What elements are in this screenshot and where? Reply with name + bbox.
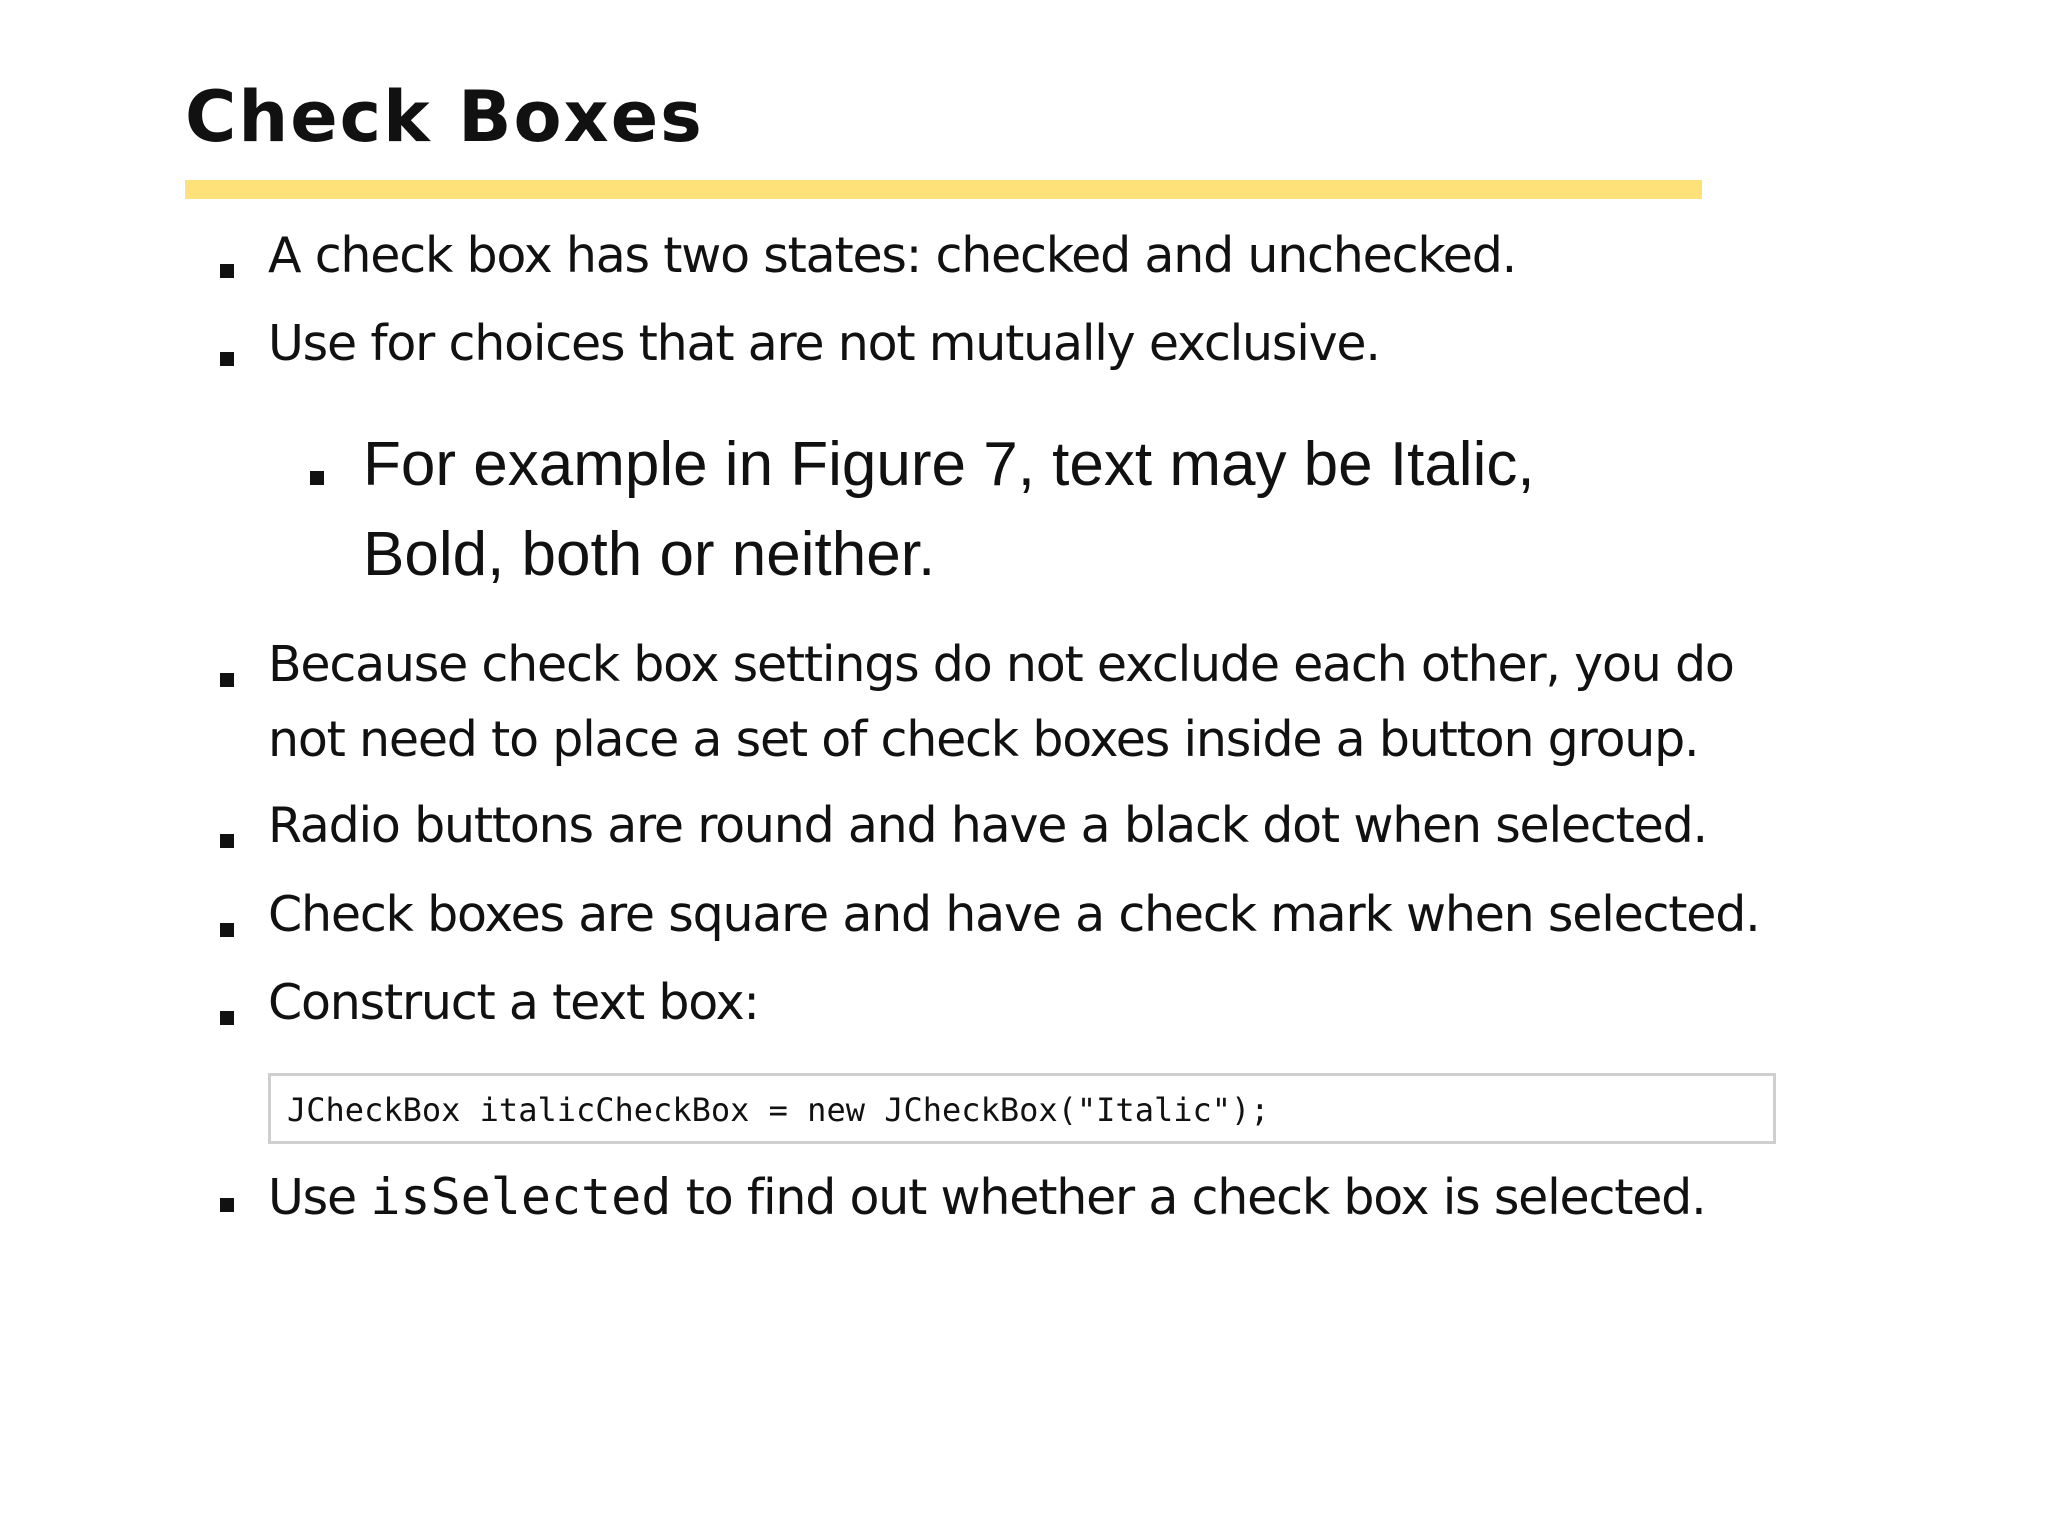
bullet-text-prefix: Use bbox=[268, 1169, 371, 1226]
bullet-text: Radio buttons are round and have a black dot when selected. bbox=[268, 797, 1707, 854]
bullet-square-icon bbox=[220, 1198, 234, 1212]
code-sample-box bbox=[268, 1073, 1776, 1144]
bullet-text: Check boxes are square and have a check mark when selected. bbox=[268, 886, 1760, 943]
bullet-square-icon bbox=[220, 352, 234, 366]
inline-code: isSelected bbox=[370, 1168, 672, 1226]
bullet-text-line2: not need to place a set of check boxes inside a button group. bbox=[268, 711, 1699, 768]
bullet-square-icon bbox=[220, 264, 234, 278]
bullet-square-icon bbox=[220, 1011, 234, 1025]
sub-bullet-square-icon bbox=[310, 471, 324, 485]
bullet-text: Use for choices that are not mutually exclusive. bbox=[268, 315, 1380, 372]
slide-title: Check Boxes bbox=[185, 76, 704, 158]
sub-bullet-text-line1: For example in Figure 7, text may be Italic, bbox=[363, 430, 1535, 499]
bullet-square-icon bbox=[220, 923, 234, 937]
bullet-text: Construct a text box: bbox=[268, 974, 759, 1031]
title-underline bbox=[185, 180, 1702, 199]
bullet-square-icon bbox=[220, 673, 234, 687]
sub-bullet-text-line2: Bold, both or neither. bbox=[363, 520, 936, 589]
bullet-text-line1: Because check box settings do not exclude each other, you do bbox=[268, 636, 1734, 693]
bullet-text-suffix: to find out whether a check box is selected. bbox=[671, 1169, 1706, 1226]
bullet-text: A check box has two states: checked and unchecked. bbox=[268, 227, 1516, 284]
bullet-text bbox=[268, 1160, 1705, 1235]
code-sample: JCheckBox italicCheckBox = new JCheckBox("Italic"); bbox=[287, 1091, 1270, 1129]
bullet-square-icon bbox=[220, 834, 234, 848]
